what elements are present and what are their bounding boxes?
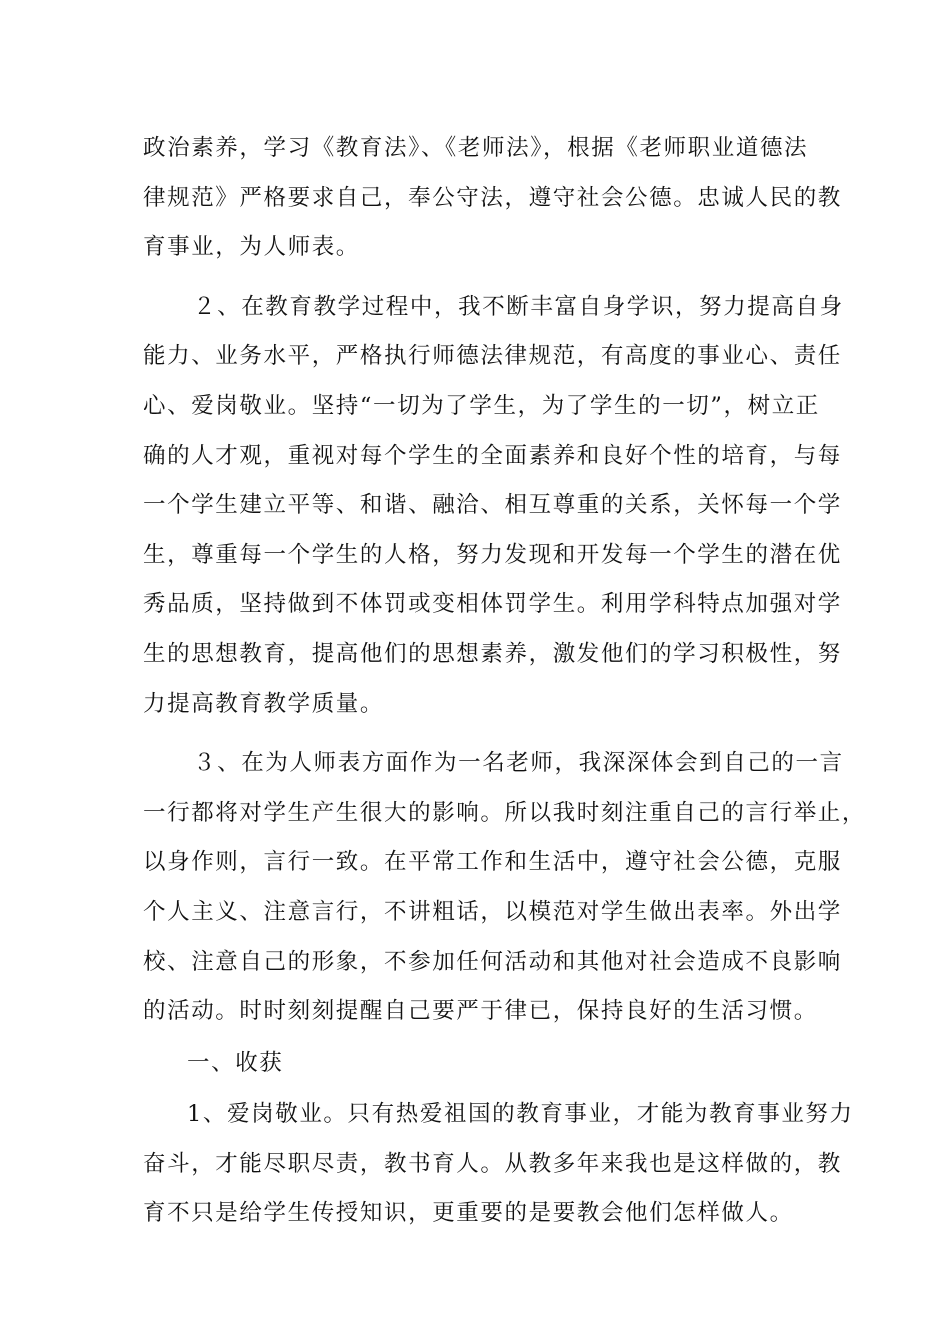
text-line: 确的人才观，重视对每个学生的全面素养和良好个性的培育，与每 <box>143 442 842 469</box>
document-body <box>143 124 867 1239</box>
heading-text: 一、收获 <box>187 1049 284 1076</box>
text-line: 生的思想教育，提高他们的思想素养，激发他们的学习积极性，努 <box>143 640 842 667</box>
text-line: 力提高教育教学质量。 <box>143 690 385 717</box>
paragraph-2 <box>143 283 844 729</box>
text-line: 秀品质，坚持做到不体罚或变相体罚学生。利用学科特点加强对学 <box>143 591 842 618</box>
section-heading <box>143 1039 811 1089</box>
text-line: 以身作则，言行一致。在平常工作和生活中，遵守社会公德，克服 <box>143 849 842 876</box>
text-line: 一个学生建立平等、和谐、融洽、相互尊重的关系，关怀每一个学 <box>143 492 842 519</box>
text-line: 能力、业务水平，严格执行师德法律规范，有高度的事业心、责任 <box>143 343 842 370</box>
text-line: 政治素养，学习《教育法》、《老师法》，根据《老师职业道德法 <box>143 135 809 161</box>
text-line: 的活动。时时刻刻提醒自己要严于律已，保持良好的生活习惯。 <box>143 998 818 1025</box>
text-line: ３、在为人师表方面作为一名老师，我深深体会到自己的一言 <box>193 750 844 777</box>
text-line: 个人主义、注意言行，不讲粗话，以模范对学生做出表率。外出学 <box>143 898 842 925</box>
text-line: 育不只是给学生传授知识，更重要的是要教会他们怎样做人。 <box>143 1200 794 1227</box>
text-line: 心、爱岗敬业。坚持“一切为了学生，为了学生的一切”，树立正 <box>143 392 820 419</box>
text-line: ２、在教育教学过程中，我不断丰富自身学识，努力提高自身 <box>193 293 844 320</box>
text-line: 校、注意自己的形象，不参加任何活动和其他对社会造成不良影响 <box>143 948 842 975</box>
text-line: 律规范》严格要求自己，奉公守法，遵守社会公德。忠诚人民的教 <box>143 184 842 211</box>
text-line: 1、爱岗敬业。只有热爱祖国的教育事业，才能为教育事业努力 <box>187 1101 854 1128</box>
text-line: 育事业，为人师表。 <box>143 234 360 261</box>
paragraph-4 <box>143 1090 854 1239</box>
paragraph-3 <box>143 739 867 1037</box>
text-line: 奋斗，才能尽职尽责，教书育人。从教多年来我也是这样做的，教 <box>143 1150 842 1177</box>
text-line: 一行都将对学生产生很大的影响。所以我时刻注重自己的言行举止， <box>143 799 867 826</box>
paragraph-1 <box>143 124 842 273</box>
text-line: 生，尊重每一个学生的人格，努力发现和开发每一个学生的潜在优 <box>143 541 842 568</box>
